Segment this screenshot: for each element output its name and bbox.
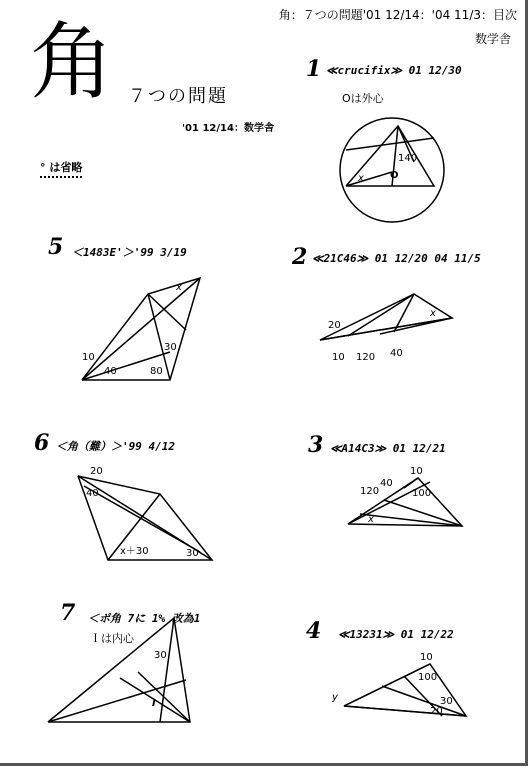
page-subtitle: ７つの問題 <box>128 86 228 107</box>
label-p3-40: 40 <box>380 478 393 489</box>
label-p5-40: 40 <box>104 366 117 377</box>
problem-1-note: Oは外心 <box>342 92 384 105</box>
header-title: 角：７つの問題'01 12/14：'04 11/3：目次 <box>278 8 517 22</box>
label-p2-120: 120 <box>356 352 376 363</box>
problem-3-title: ≪A14C3≫ 01 12/21 <box>330 442 446 455</box>
label-p5-80: 80 <box>150 366 163 377</box>
problem-4-title: ≪13231≫ 01 12/22 <box>338 628 454 641</box>
figure-labels <box>82 153 453 717</box>
label-p3-120: 120 <box>360 486 380 497</box>
problem-7-title: ＜ポ角 7に 1% 改為1 <box>88 612 201 625</box>
problem-7-note: Ｉは内心 <box>90 632 134 645</box>
label-p2-20: 20 <box>328 320 341 331</box>
label-p6-30: 30 <box>186 548 199 559</box>
label-p5-30: 30 <box>164 342 177 353</box>
author-name: 数学舎 <box>474 32 511 46</box>
figure-problem-5 <box>82 278 200 380</box>
figure-problem-7 <box>48 618 190 722</box>
label-p1-x: x <box>358 173 364 184</box>
label-p3-10: 10 <box>410 466 423 477</box>
problem-5-title: ＜1483E'＞'99 3/19 <box>72 246 187 259</box>
label-p1-140: 140 <box>398 153 418 164</box>
label-p5-x: x <box>176 282 182 293</box>
label-p7-i: I <box>152 698 156 709</box>
label-p4-30: 30 <box>440 696 453 707</box>
label-p7-30: 30 <box>154 650 167 661</box>
label-p4-y: y <box>332 692 338 703</box>
label-p6-x30: x＋30 <box>120 546 149 557</box>
problem-6-title: ＜角（難）＞'99 4/12 <box>56 440 175 453</box>
problem-2-title: ≪21C46≫ 01 12/20 04 11/5 <box>312 252 481 265</box>
problem-4-number: 4 <box>306 618 322 644</box>
label-p2-40: 40 <box>390 348 403 359</box>
problem-7-number: 7 <box>60 600 76 626</box>
label-p3-x: x <box>368 514 374 525</box>
label-p6-20: 20 <box>90 466 103 477</box>
omission-note: ° は省略 <box>40 159 82 178</box>
label-p1-o: O <box>390 170 399 181</box>
label-p6-40: 40 <box>86 488 99 499</box>
problem-1-number: 1 <box>306 56 322 82</box>
label-p4-100: 100 <box>418 672 438 683</box>
label-p2-x: x <box>430 308 436 319</box>
problem-5-number: 5 <box>48 234 64 260</box>
label-p3-100: 100 <box>412 488 432 499</box>
label-p2-10: 10 <box>332 352 345 363</box>
problem-2-number: 2 <box>292 244 308 270</box>
label-p5-10: 10 <box>82 352 95 363</box>
problem-1-title: ≪crucifix≫ 01 12/30 <box>326 64 462 77</box>
problem-6-number: 6 <box>34 430 50 456</box>
page-title-kanji: 角 <box>30 13 115 111</box>
date-line: '01 12/14：数学舎 <box>182 123 274 134</box>
label-p4-20: 20 <box>430 706 443 717</box>
figure-problem-4 <box>344 664 466 716</box>
label-p4-10: 10 <box>420 652 433 663</box>
problem-3-number: 3 <box>308 432 324 458</box>
